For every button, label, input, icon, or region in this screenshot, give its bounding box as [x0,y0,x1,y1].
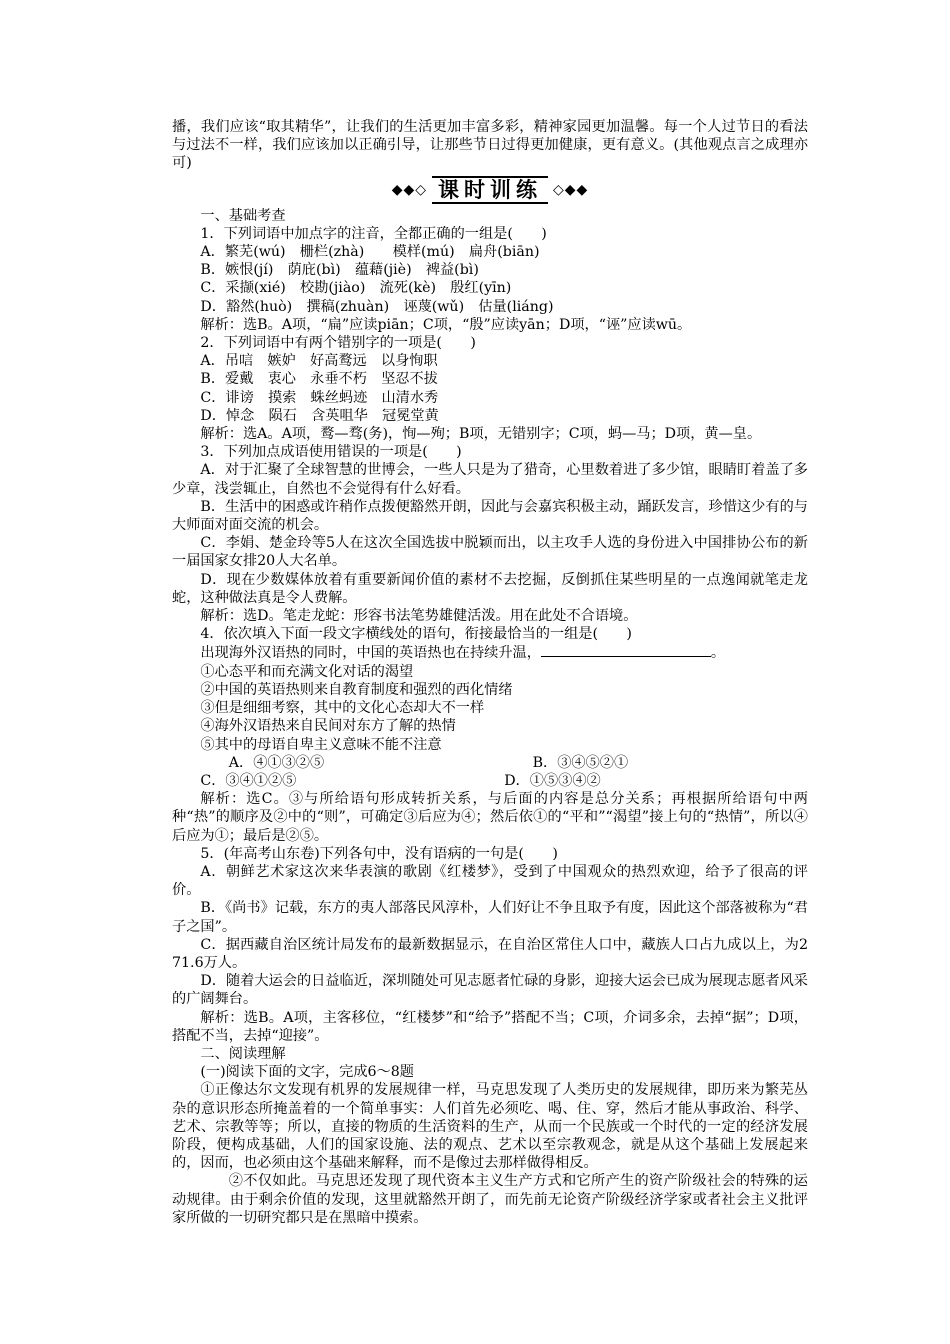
option-a: A．朝鲜艺术家这次来华表演的歌剧《红楼梦》，受到了中国观众的热烈欢迎，给予了很高的评价。 [172,863,808,899]
intro-paragraph: 播，我们应该“取其精华”，让我们的生活更加丰富多彩，精神家园更加温馨。每一个人过节日的看法与过法不一样，我们应该加以正确引导，让那些节日过得更加健康，更有意义。(其他观点言之成理亦可) [172,119,808,172]
option-c: C．诽谤 摸索 蛛丝蚂迹 山清水秀 [200,389,439,406]
fill-in-lead: 出现海外汉语热的同时，中国的英语热也在持续升温， 。 [200,645,726,662]
options-row [172,772,808,790]
question-stem: 3．下列加点成语使用错误的一项是( ) [200,444,462,461]
section-heading: 一、基础考查 [200,207,286,224]
option-b: B．嫉恨(jí) 荫庇(bì) 蕴藉(jiè) 裨益(bì) [200,262,479,279]
diamond-left-icon: ◆◆◇ [391,181,427,198]
banner-title: 课时训练 [432,176,548,204]
option-a: A．吊唁 嫉妒 好高鹜远 以身恂职 [200,353,438,370]
option-d: D．现在少数媒体放着有重要新闻价值的素材不去挖掘，反倒抓住某些明星的一点逸闻就笔走龙蛇，这种做法真是令人费解。 [172,571,808,606]
option-c: C．采撷(xié) 校勘(jiào) 流死(kè) 殷红(yīn) [200,280,512,297]
option-a: A．④①③②⑤ [228,754,325,771]
fill-blank-line [541,643,711,657]
answer-analysis: 解析：选C。③与所给语句形成转折关系，与后面的内容是总分关系；再根据所给语句中两种“热”的顺序及②中的“则”，可确定③后应为④；然后依①的“平和”“渴望”接上句的“热情”，所以④后应为①；最后是②⑤。 [172,791,808,844]
option-d: D．①⑤③④② [504,772,601,789]
option-b: B．生活中的困惑或许稍作点拨便豁然开朗，因此与会嘉宾积极主动，踊跃发言，珍惜这少有的与大师面对面交流的机会。 [172,498,808,534]
option-a: A．繁芜(wú) 栅栏(zhà) 模样(mú) 扁舟(biān) [200,244,540,261]
question-stem: 5．(年高考山东卷)下列各句中，没有语病的一句是( ) [200,845,558,862]
sentence-item: ①心态平和而充满文化对话的渴望 [200,663,414,680]
section-heading: 二、阅读理解 [200,1045,286,1062]
fill-in-lead-text: 出现海外汉语热的同时，中国的英语热也在持续升温， [200,645,541,662]
question-stem: 4．依次填入下面一段文字横线处的语句，衔接最恰当的一组是( ) [200,626,632,643]
options-row [172,754,808,772]
question-stem: 2．下列词语中有两个错别字的一项是( ) [200,335,476,352]
sentence-item: ⑤其中的母语自卑主义意味不能不注意 [200,736,442,753]
option-b: B．爱戴 衷心 永垂不朽 坚忍不拔 [200,371,438,388]
reading-instruction: (一)阅读下面的文字，完成6～8题 [200,1064,414,1081]
document-page [172,118,808,1227]
answer-analysis: 解析：选B。A项，“扁”应读piān；C项，“殷”应读yān；D项，“诬”应读wū。 [200,316,692,333]
option-a: A．对于汇聚了全球智慧的世博会，一些人只是为了猎奇，心里数着进了多少馆，眼睛盯着盖了多少章，浅尝辄止，自然也不会觉得有什么好看。 [172,462,808,497]
option-c: C．③④①②⑤ [200,772,297,789]
option-d: D．豁然(huò) 撰稿(zhuàn) 诬蔑(wǔ) 估量(liáng) [200,298,554,315]
option-b: B．《尚书》记载，东方的夷人部落民风淳朴，人们好让不争且取予有度，因此这个部落被称为“君子之国”。 [172,900,808,935]
sentence-item: ②中国的英语热则来自教育制度和强烈的西化情绪 [200,681,513,698]
option-d: D．随着大运会的日益临近，深圳随处可见志愿者忙碌的身影，迎接大运会已成为展现志愿者风采的广阔舞台。 [172,973,808,1008]
reading-paragraph: ①正像达尔文发现有机界的发展规律一样，马克思发现了人类历史的发展规律，即历来为繁芜丛杂的意识形态所掩盖着的一个简单事实：人们首先必须吃、喝、住、穿，然后才能从事政治、科学、艺术、宗教等等；所以，直接的物质的生活资料的生产，从而一个民族或一个时代的一定的经济发展阶段，便构成基础，人们的国家设施、法的观点、艺术以至宗教观念，就是从这个基础上发展起来的，因而，也必须由这个基础来解释，而不是像过去那样做得相反。 [172,1082,808,1172]
answer-analysis: 解析：选A。A项，鹜—骛(务)，恂—殉；B项，无错别字；C项，蚂—马；D项，黄—皇。 [200,426,762,443]
option-b: B．③④⑤②① [532,754,629,771]
option-c: C．李娟、楚金玲等5人在这次全国选拔中脱颖而出，以主攻手人选的身份进入中国排协公布的新一届国家女排20人大名单。 [172,535,808,570]
reading-paragraph: ②不仅如此。马克思还发现了现代资本主义生产方式和它所产生的资产阶级社会的特殊的运动规律。由于剩余价值的发现，这里就豁然开朗了，而先前无论资产阶级经济学家或者社会主义批评家所做的一切研究都只是在黑暗中摸索。 [172,1173,808,1226]
sentence-item: ④海外汉语热来自民间对东方了解的热情 [200,718,456,735]
question-stem: 1．下列词语中加点字的注音，全都正确的一组是( ) [200,225,547,242]
sentence-item: ③但是细细考察，其中的文化心态却大不一样 [200,700,485,717]
answer-analysis: 解析：选D。笔走龙蛇：形容书法笔势雄健活泼。用在此处不合语境。 [200,608,638,625]
option-c: C．据西藏自治区统计局发布的最新数据显示，在自治区常住人口中，藏族人口占九成以上，为271.6万人。 [172,936,808,971]
lesson-training-banner [172,175,808,205]
answer-analysis: 解析：选B。A项，主客移位，“红楼梦”和“给予”搭配不当；C项，介词多余，去掉“据”；D项，搭配不当，去掉“迎接”。 [172,1009,808,1044]
diamond-right-icon: ◇◆◆ [553,181,589,198]
option-d: D．悼念 陨石 含英咀华 冠冕堂黄 [200,407,439,424]
